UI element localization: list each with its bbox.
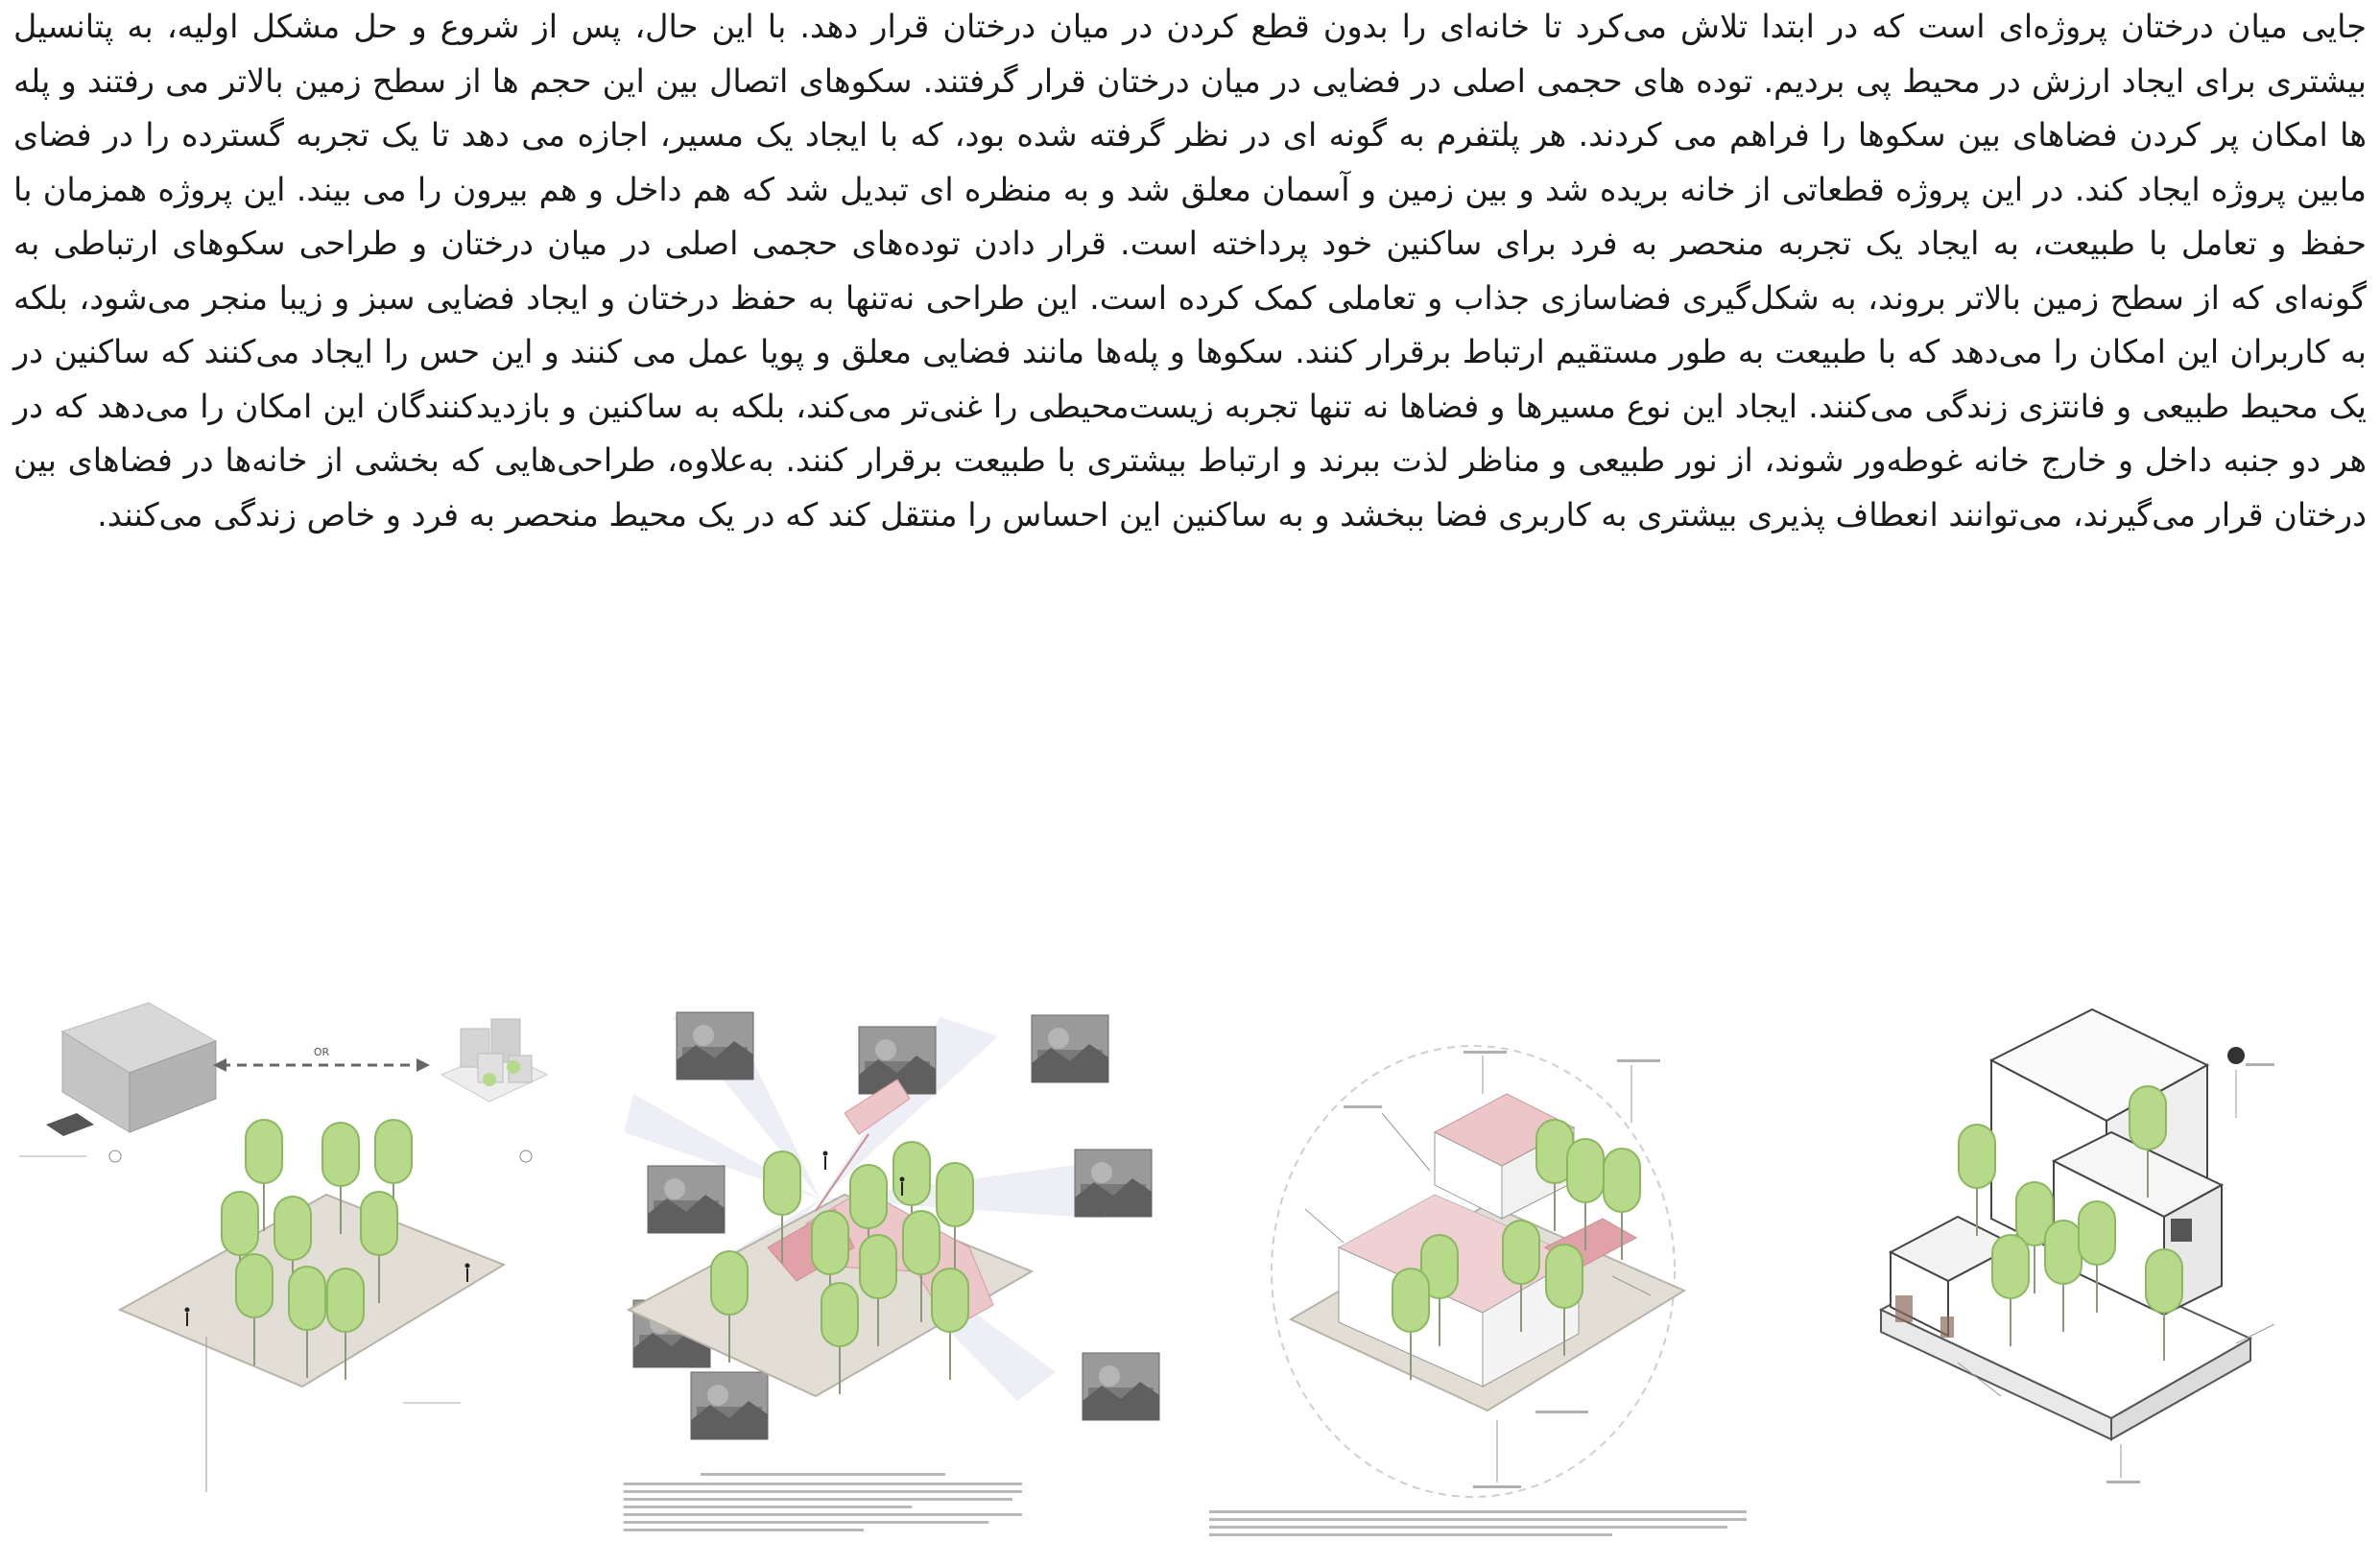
- or-label: OR: [313, 1046, 330, 1058]
- reference-photo-5: [1075, 1150, 1152, 1217]
- reference-photo-1: [677, 1012, 753, 1079]
- article-text: [13, 0, 2367, 542]
- diagram-panel-4: [1881, 1009, 2274, 1483]
- reference-photo-3: [1032, 1015, 1108, 1082]
- massing-box-icon: [62, 1003, 216, 1132]
- cluster-massing-icon: [441, 1019, 547, 1162]
- diagram-panel-3: [1209, 1046, 1747, 1536]
- diagram-panel-1: [19, 1003, 547, 1492]
- diagram-strip-svg: [0, 960, 2380, 1542]
- diagram-panel-2: [624, 1012, 1159, 1531]
- north-arrow-icon: [2227, 1047, 2245, 1064]
- reference-photo-7: [1083, 1353, 1159, 1420]
- reference-photo-4: [648, 1166, 725, 1233]
- diagram-strip: [0, 960, 2380, 1542]
- article-paragraph: جایی میان درختان پروژه‌ای است که در ابتدا تلاش می‌کرد تا خانه‌ای را بدون قطع کردن در میان درختان قرار دهد. با این حال، پس از شروع و حل مشکل اولیه، به پتانسیل بیشتری برای ایجاد ارزش در محیط پی بردیم. توده های حجمی اصلی در فضایی در میان درختان قرار گرفتند. سکوهای اتصال بین این حجم ها از سطح زمین بالاتر می رفتند و پله ها امکان پر کردن فضاهای بین سکوها را فراهم می کردند. هر پلتفرم به گونه ای در نظر گرفته شده بود، که با ایجاد یک مسیر، اجازه می دهد تا یک تجربه گسترده را در فضای مابین پروژه ایجاد کند. در این پروژه قطعاتی از خانه بریده شد و بین زمین و آسمان معلق شد و به منظره ای تبدیل شد که هم داخل و هم بیرون را می بیند. این پروژه همزمان با حفظ و تعامل با طبیعت، به ایجاد یک تجربه منحصر به فرد برای ساکنین خود پرداخته است. قرار دادن توده‌های حجمی اصلی در میان درختان و طراحی سکوهای ارتباطی به گونه‌ای که از سطح زمین بالاتر بروند، به شکل‌گیری فضاسازی جذاب و تعاملی کمک کرده است. این طراحی نه‌تنها به حفظ درختان و ایجاد فضایی سبز و زیبا منجر می‌شود، بلکه به کاربران این امکان را می‌دهد که با طبیعت به طور مستقیم ارتباط برقرار کنند. سکوها و پله‌ها مانند فضایی معلق و پویا عمل می کنند و این حس را ایجاد می‌کنند که ساکنین در یک محیط طبیعی و فانتزی زندگی می‌کنند. ایجاد این نوع مسیرها و فضاها نه تنها تجربه زیست‌محیطی را غنی‌تر می‌کند، بلکه به ساکنین و بازدیدکنندگان این امکان را می‌دهد که در هر دو جنبه داخل و خارج خانه غوطه‌ور شوند، از نور طبیعی و مناظر لذت ببرند و ارتباط بیشتری با طبیعت برقرار کنند. به‌علاوه، طراحی‌هایی که بخشی از خانه‌ها در فضاهای بین درختان قرار می‌گیرند، می‌توانند انعطاف پذیری بیشتری به کاربری فضا ببخشد و به ساکنین این احساس را منتقل کند که در یک محیط منحصر به فرد و خاص زندگی می‌کنند.: [13, 8, 2367, 534]
- caption-block: [624, 1473, 1022, 1531]
- site-marker-icon: [19, 1113, 121, 1162]
- reference-photo-8: [691, 1372, 768, 1439]
- caption-block: [1209, 1510, 1747, 1536]
